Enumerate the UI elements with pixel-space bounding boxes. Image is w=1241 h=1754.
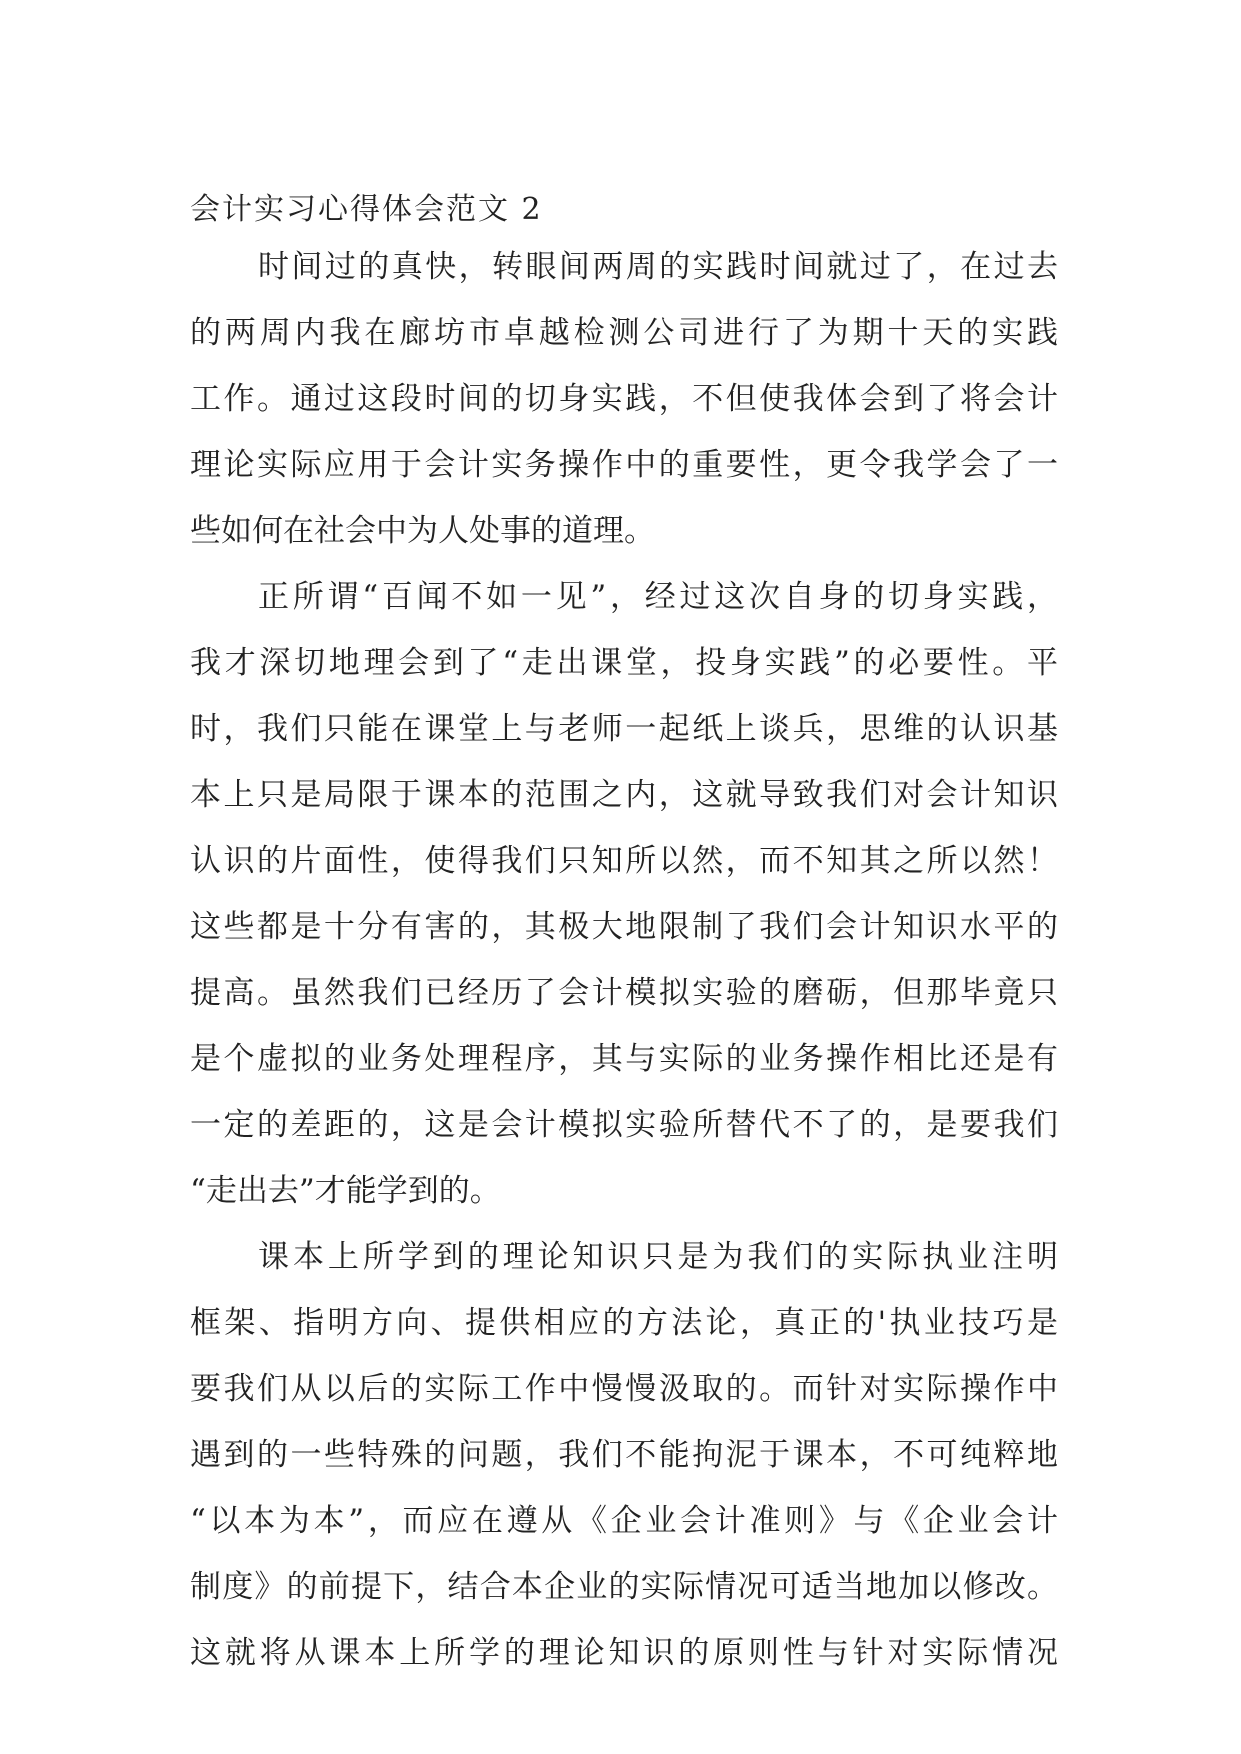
paragraph-line: 时，我们只能在课堂上与老师一起纸上谈兵，思维的认识基 xyxy=(190,711,1058,747)
paragraph-line: 一定的差距的，这是会计模拟实验所替代不了的，是要我们 xyxy=(190,1107,1058,1143)
paragraph-line: 些如何在社会中为人处事的道理。 xyxy=(190,513,655,549)
paragraph-line: 制度》的前提下，结合本企业的实际情况可适当地加以修改。 xyxy=(190,1569,1058,1605)
paragraph-2 xyxy=(190,564,1058,1224)
paragraph-line: 框架、指明方向、提供相应的方法论，真正的'执业技巧是 xyxy=(190,1305,1058,1341)
document-body xyxy=(190,186,1058,1686)
paragraph-line: 的两周内我在廊坊市卓越检测公司进行了为期十天的实践 xyxy=(190,315,1058,351)
paragraph-line: 认识的片面性，使得我们只知所以然，而不知其之所以然！ xyxy=(190,843,1058,879)
paragraph-line: 这就将从课本上所学的理论知识的原则性与针对实际情况 xyxy=(190,1635,1058,1671)
paragraph-line: 遇到的一些特殊的问题，我们不能拘泥于课本，不可纯粹地 xyxy=(190,1437,1058,1473)
paragraph-line: 理论实际应用于会计实务操作中的重要性，更令我学会了一 xyxy=(190,447,1058,483)
paragraph-1 xyxy=(190,234,1058,564)
paragraph-line: 我才深切地理会到了“走出课堂，投身实践”的必要性。平 xyxy=(190,645,1058,681)
paragraph-line: 时间过的真快，转眼间两周的实践时间就过了，在过去 xyxy=(258,249,1058,285)
paragraph-line: 本上只是局限于课本的范围之内，这就导致我们对会计知识 xyxy=(190,777,1058,813)
paragraph-line: 这些都是十分有害的，其极大地限制了我们会计知识水平的 xyxy=(190,909,1058,945)
paragraph-line: “以本为本”，而应在遵从《企业会计准则》与《企业会计 xyxy=(190,1503,1058,1539)
paragraph-3 xyxy=(190,1224,1058,1686)
paragraph-line: 是个虚拟的业务处理程序，其与实际的业务操作相比还是有 xyxy=(190,1041,1058,1077)
paragraph-line: “走出去”才能学到的。 xyxy=(190,1173,501,1209)
paragraph-line: 工作。通过这段时间的切身实践，不但使我体会到了将会计 xyxy=(190,381,1058,417)
paragraph-line: 提高。虽然我们已经历了会计模拟实验的磨砺，但那毕竟只 xyxy=(190,975,1058,1011)
paragraph-line: 课本上所学到的理论知识只是为我们的实际执业注明 xyxy=(258,1239,1058,1275)
paragraph-line: 正所谓“百闻不如一见”，经过这次自身的切身实践， xyxy=(258,579,1058,615)
document-title: 会计实习心得体会范文 2 xyxy=(190,192,543,227)
paragraph-line: 要我们从以后的实际工作中慢慢汲取的。而针对实际操作中 xyxy=(190,1371,1058,1407)
